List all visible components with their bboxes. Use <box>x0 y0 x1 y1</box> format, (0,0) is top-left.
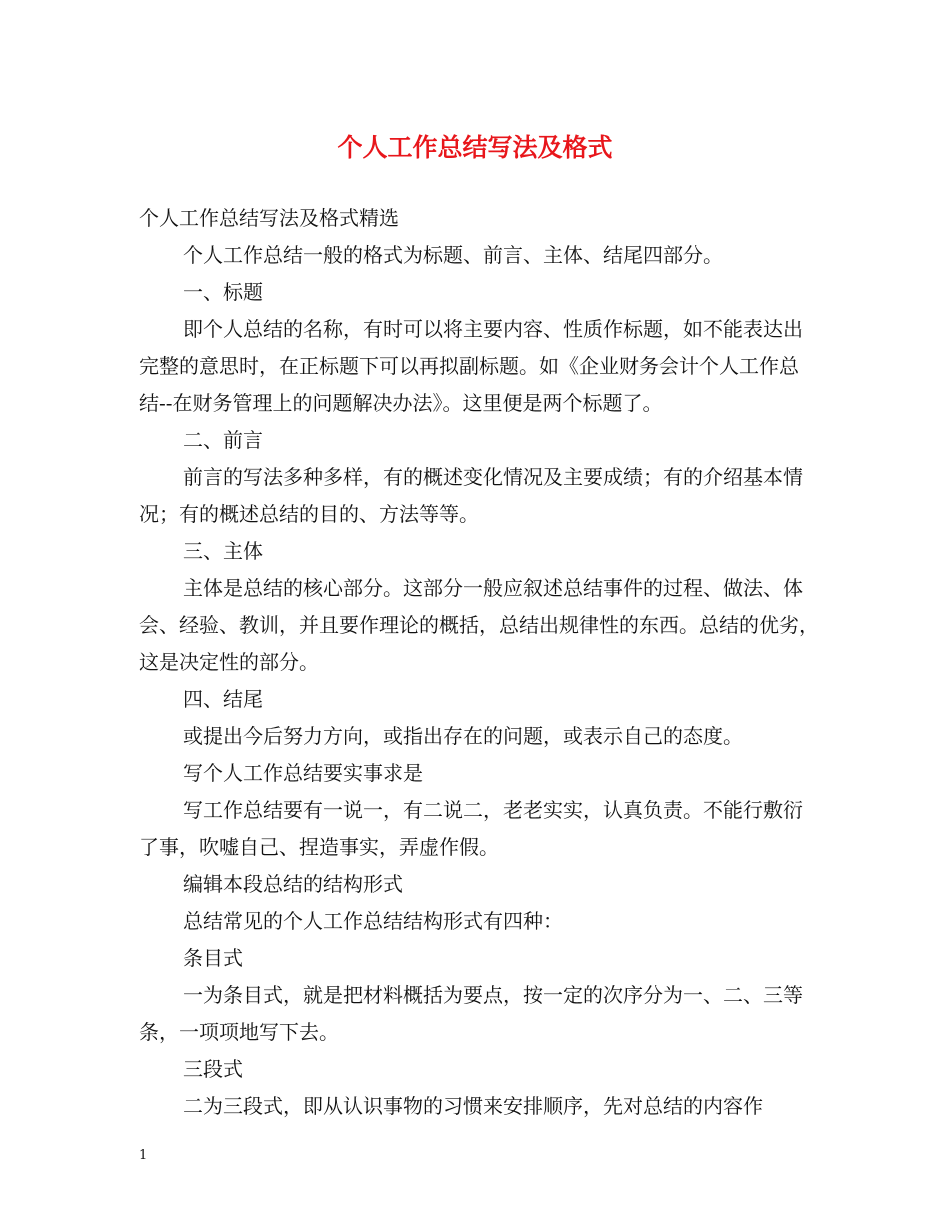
document-title: 个人工作总结写法及格式 <box>337 133 613 162</box>
document-body <box>139 200 819 1125</box>
paragraph: 四、结尾 <box>183 687 263 711</box>
paragraph: 即个人总结的名称，有时可以将主要内容、性质作标题，如不能表达出完整的意思时，在正标题下可以再拟副标题。如《企业财务会计个人工作总结--在财务管理上的问题解决办法》。这里便是两个标题了。 <box>139 317 803 415</box>
paragraph: 一为条目式，就是把材料概括为要点，按一定的次序分为一、二、三等条，一项项地写下去。 <box>139 983 803 1044</box>
paragraph: 前言的写法多种多样，有的概述变化情况及主要成绩；有的介绍基本情况；有的概述总结的目的、方法等等。 <box>139 465 803 526</box>
paragraph: 主体是总结的核心部分。这部分一般应叙述总结事件的过程、做法、体会、经验、教训，并且要作理论的概括，总结出规律性的东西。总结的优劣，这是决定性的部分。 <box>139 576 819 674</box>
paragraph: 个人工作总结写法及格式精选 <box>139 206 399 230</box>
paragraph: 写工作总结要有一说一，有二说二，老老实实，认真负责。不能行敷衍了事，吹嘘自己、捏造事实，弄虚作假。 <box>139 798 803 859</box>
paragraph: 总结常见的个人工作总结结构形式有四种： <box>183 909 563 933</box>
paragraph: 三段式 <box>183 1057 243 1081</box>
paragraph: 写个人工作总结要实事求是 <box>183 761 423 785</box>
paragraph: 或提出今后努力方向，或指出存在的问题，或表示自己的态度。 <box>183 724 743 748</box>
paragraph: 个人工作总结一般的格式为标题、前言、主体、结尾四部分。 <box>183 243 723 267</box>
paragraph: 二、前言 <box>183 428 263 452</box>
paragraph: 二为三段式，即从认识事物的习惯来安排顺序，先对总结的内容作 <box>183 1094 763 1118</box>
paragraph: 三、主体 <box>183 539 263 563</box>
paragraph: 条目式 <box>183 946 243 970</box>
paragraph: 一、标题 <box>183 280 263 304</box>
page-number: 1 <box>139 1148 148 1163</box>
paragraph: 编辑本段总结的结构形式 <box>183 872 403 896</box>
